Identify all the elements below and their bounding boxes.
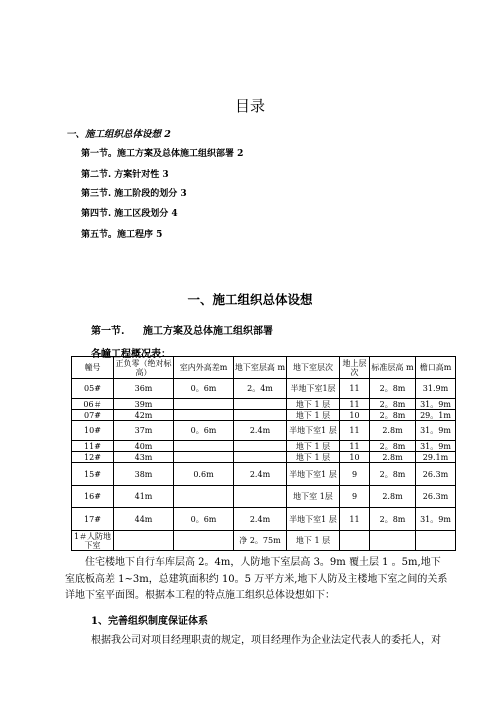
table-cell — [174, 486, 234, 508]
table-cell: 2.8m — [370, 486, 416, 508]
table-row — [72, 399, 456, 410]
header-cell: 室内外高差m — [174, 357, 234, 379]
table-cell: 38m — [114, 463, 174, 486]
table-cell — [174, 399, 234, 410]
header-cell: 地上层次 — [340, 357, 370, 379]
table-row — [72, 508, 456, 531]
table-row — [72, 410, 456, 421]
table-row — [72, 421, 456, 441]
table-header-row — [72, 357, 456, 379]
header-cell: 地下室层高 m — [234, 357, 287, 379]
table-cell: 净 2。75m — [234, 531, 287, 551]
table-cell: 17# — [72, 508, 114, 531]
header-cell: 标准层高 m — [370, 357, 416, 379]
table-cell: 26.3m — [416, 486, 456, 508]
subheading: 1、完善组织制度保证体系 — [91, 616, 208, 627]
paragraph-text: 根据我公司对项目经理职责的规定，项目经理作为企业法定代表人的委托人，对 — [91, 635, 441, 646]
table-cell: 2。8m — [370, 410, 416, 421]
section-title: 施工方案及总体施工组织部署 — [143, 326, 273, 337]
table-cell: 36m — [114, 379, 174, 399]
table-cell: 半地下室1层 — [287, 379, 340, 399]
table-cell: 11 — [340, 441, 370, 452]
toc-section-entry: 第二节. 方案针对性 3 — [81, 170, 169, 180]
table-cell: 12# — [72, 452, 114, 463]
table-cell: 31。9m — [416, 421, 456, 441]
table-caption: 各幢工程概况表： — [91, 349, 171, 360]
table-cell: 16# — [72, 486, 114, 508]
table-cell: 半地下室1 层 — [287, 463, 340, 486]
table-row — [72, 531, 456, 551]
table-cell: 39m — [114, 399, 174, 410]
table-cell — [174, 452, 234, 463]
table-cell: 2。8m — [370, 463, 416, 486]
toc-section-entry: 第三节. 施工阶段的划分 3 — [81, 189, 187, 199]
table-cell: 2。8m — [370, 399, 416, 410]
header-cell: 檐口高m — [416, 357, 456, 379]
table-row — [72, 441, 456, 452]
table-cell: 06＃ — [72, 399, 114, 410]
table-row — [72, 452, 456, 463]
table-row — [72, 463, 456, 486]
table-cell: 2.4m — [234, 421, 287, 441]
table-cell: 半地下室1 层 — [287, 508, 340, 531]
table-cell: 0.6m — [174, 463, 234, 486]
table-cell — [114, 531, 174, 551]
chapter-heading: 一、施工组织总体设想 — [187, 292, 313, 307]
table-cell: 地下 1 层 — [287, 531, 340, 551]
project-overview-table — [71, 356, 456, 551]
table-cell: 11 — [340, 379, 370, 399]
toc-section-entry: 第五节。施工程序 5 — [81, 230, 163, 240]
table-cell: 44m — [114, 508, 174, 531]
table-cell: 11 — [340, 399, 370, 410]
table-row — [72, 486, 456, 508]
table-cell: 31.9m — [416, 379, 456, 399]
table-cell: 15# — [72, 463, 114, 486]
section-heading — [91, 322, 273, 337]
table-cell — [174, 531, 234, 551]
paragraph-text: 住宅楼地下自行车库层高 2。4m，人防地下室层高 3。9m 覆土层 1 。5m,地下室底板高差 1~3m，总建筑面积约 10。5 万平方米,地下人防及主楼地下室之间的关系详地下室平面图。根据本工程的特点施工组织总体设想如下： — [65, 557, 448, 601]
table-cell: 地下 1 层 — [287, 399, 340, 410]
table-row — [72, 379, 456, 399]
table-cell: 41m — [114, 486, 174, 508]
table-cell: 11# — [72, 441, 114, 452]
table-cell: 9 — [340, 463, 370, 486]
table-cell — [174, 410, 234, 421]
table-cell: 2.8m — [370, 452, 416, 463]
table-cell: 05# — [72, 379, 114, 399]
table-cell: 地下 1 层 — [287, 441, 340, 452]
header-cell: 地下室层次 — [287, 357, 340, 379]
table-cell: 地下 1 层 — [287, 410, 340, 421]
section-number: 第一节. — [91, 326, 125, 337]
table-cell — [234, 452, 287, 463]
table-cell — [416, 531, 456, 551]
table-cell — [340, 531, 370, 551]
table-cell: 9 — [340, 486, 370, 508]
table-cell: 26.3m — [416, 463, 456, 486]
table-cell: 1＃人防地下室 — [72, 531, 114, 551]
table-cell: 10 — [340, 452, 370, 463]
table-cell — [234, 399, 287, 410]
table-cell — [234, 410, 287, 421]
table-cell: 11 — [340, 508, 370, 531]
table-cell — [234, 441, 287, 452]
table-cell — [370, 531, 416, 551]
table-cell: 10# — [72, 421, 114, 441]
table-cell: 43m — [114, 452, 174, 463]
table-cell: 40m — [114, 441, 174, 452]
table-cell: 31。9m — [416, 441, 456, 452]
table-cell: 07# — [72, 410, 114, 421]
table-cell: 31。9m — [416, 399, 456, 410]
table-cell: 0。6m — [174, 421, 234, 441]
table-cell: 地下 1 层 — [287, 452, 340, 463]
toc-section-entry: 第四节. 施工区段划分 4 — [81, 209, 178, 219]
table-cell: 10 — [340, 410, 370, 421]
body-paragraph — [65, 555, 450, 605]
table-cell: 29。1m — [416, 410, 456, 421]
table-cell: 42m — [114, 410, 174, 421]
table-cell: 2.4m — [234, 463, 287, 486]
table-cell: 2。8m — [370, 379, 416, 399]
table-cell: 31。9m — [416, 508, 456, 531]
table-cell: 2。8m — [370, 441, 416, 452]
body-paragraph — [65, 633, 450, 650]
table-cell: 2。8m — [370, 508, 416, 531]
table-cell: 半地下室1 层 — [287, 421, 340, 441]
table-cell: 2.4m — [234, 508, 287, 531]
toc-title: 目录 — [234, 97, 265, 115]
toc-chapter-entry: 一、施工组织总体设想 2 — [66, 129, 171, 140]
header-cell: 幢号 — [72, 357, 114, 379]
table-cell: 37m — [114, 421, 174, 441]
table-cell: 0。6m — [174, 379, 234, 399]
header-cell: 正负零（绝对标高） — [115, 358, 172, 377]
table-cell: 11 — [340, 421, 370, 441]
table-cell — [174, 441, 234, 452]
table-cell: 地下室 1层 — [287, 486, 340, 508]
table-cell — [234, 486, 287, 508]
table-cell: 2.8m — [370, 421, 416, 441]
table-cell: 2。4m — [234, 379, 287, 399]
table-cell: 29.1m — [416, 452, 456, 463]
table-cell: 0。6m — [174, 508, 234, 531]
toc-section-entry: 第一节。施工方案及总体施工组织部署 2 — [81, 149, 244, 159]
